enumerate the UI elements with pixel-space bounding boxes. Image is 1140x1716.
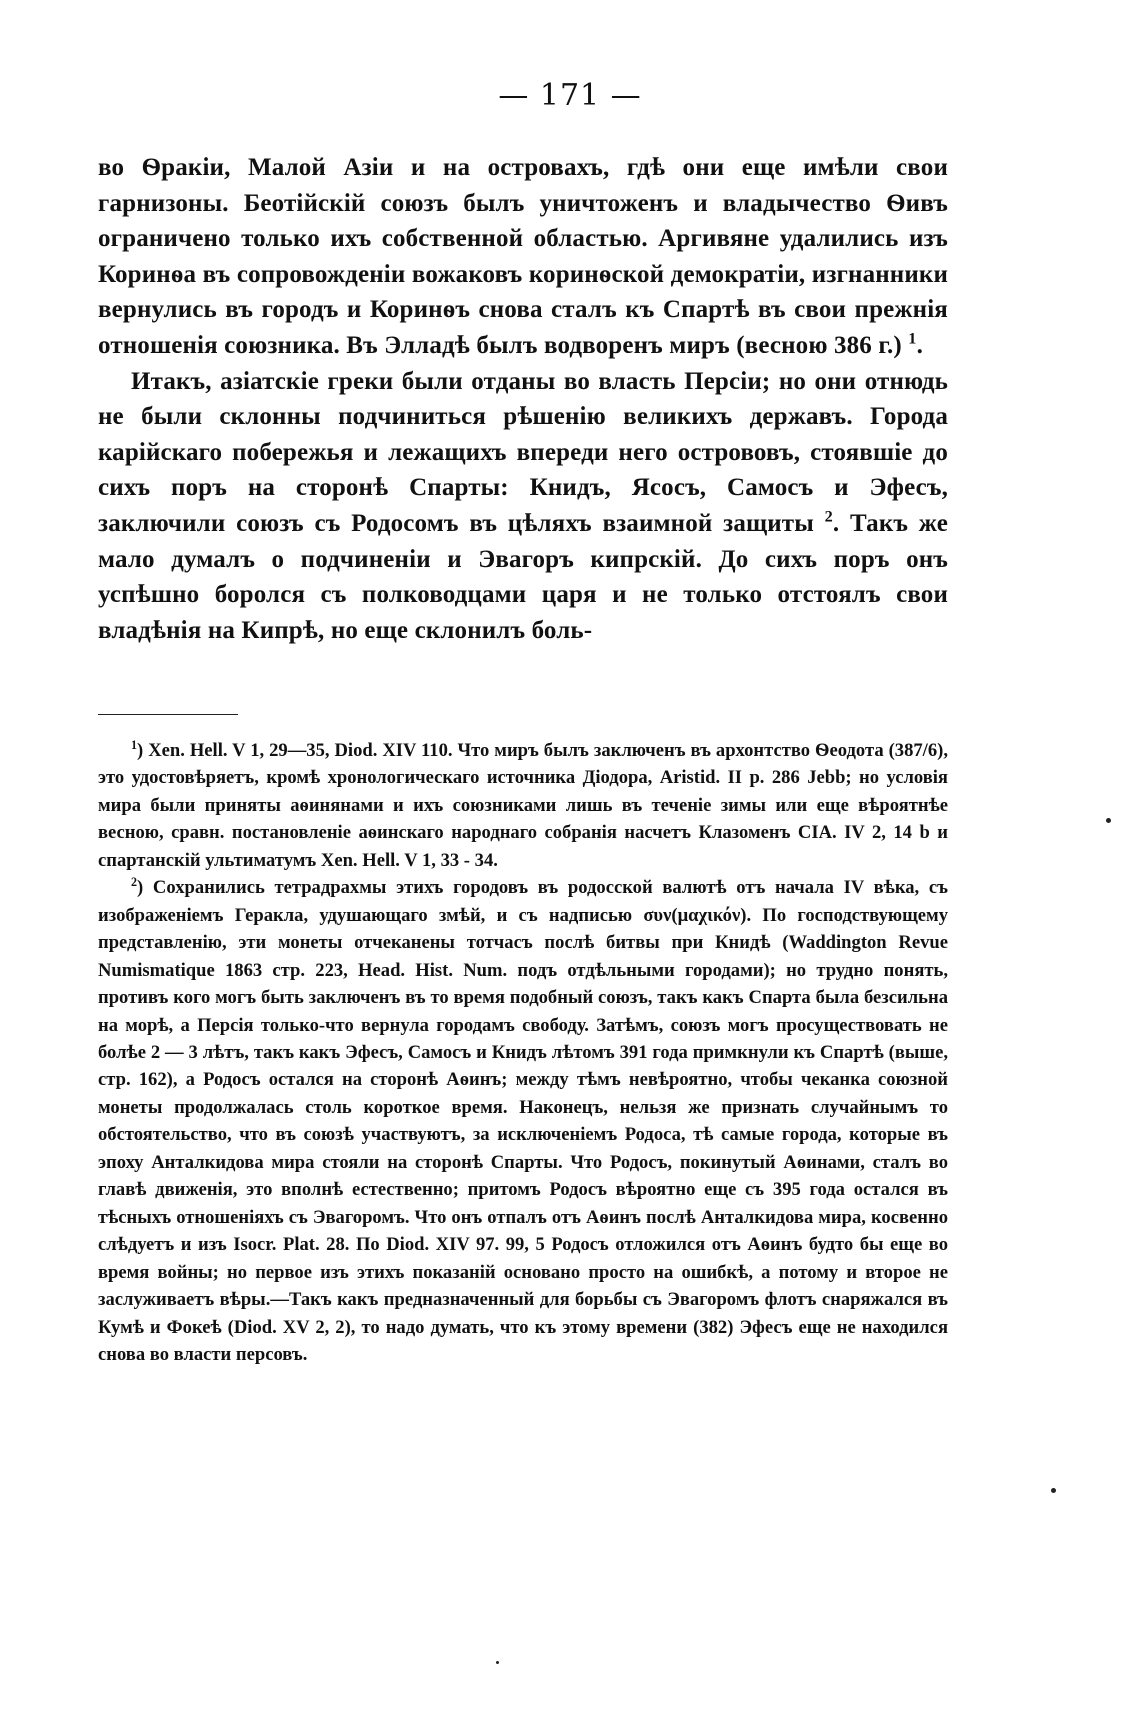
footnotes bbox=[98, 737, 948, 1368]
footnote-ref-1: 1 bbox=[908, 329, 917, 348]
scan-corner-mark bbox=[1132, 0, 1140, 26]
footnote-2: $^2$) Сохранились тетрадрахмы этихъ городовъ въ родосской валютѣ отъ начала IV вѣка, съ изображеніемъ Геракла, удушающаго змѣй, и съ надписью συν(μαχικόν). По господствующему представленію, эти монеты отчеканены тотчасъ послѣ битвы при Книдѣ (Waddington Revue Numismatique 1863 стр. 223, Head. Hist. Num. подъ отдѣльными городами); но трудно понять, противъ кого могъ быть заключенъ въ то время подобный союзъ, такъ какъ Спарта была безсильна на морѣ, а Персія только-что вернула городамъ свободу. Затѣмъ, союзъ могъ просуществовать не болѣе 2 — 3 лѣтъ, такъ какъ Эфесъ, Самосъ и Книдъ лѣтомъ 391 года примкнули къ Спартѣ (выше, стр. 162), а Родосъ остался на сторонѣ Аѳинъ; между тѣмъ невѣроятно, чтобы чеканка союзной монеты продолжалась столь короткое время. Наконецъ, нельзя же признать случайнымъ то обстоятельство, что въ союзѣ участвуютъ, за исключеніемъ Родоса, тѣ самые города, которые въ эпоху Анталкидова мира стояли на сторонѣ Спарты. Что Родосъ, покинутый Аѳинами, сталъ во главѣ движенія, это вполнѣ естественно; притомъ Родосъ вѣроятно еще съ 395 года остался въ тѣсныхъ отношеніяхъ съ Эвагоромъ. Что онъ отпалъ отъ Аѳинъ послѣ Анталкидова мира, косвенно слѣдуетъ и изъ Isocr. Plat. 28. По Diod. XIV 97. 99, 5 Родосъ отложился отъ Аѳинъ будто бы еще во время войны; но первое изъ этихъ показаній основано просто на ошибкѣ, а потому и второе не заслуживаетъ вѣры.—Такъ какъ предназначенный для борьбы съ Эвагоромъ флотъ снаряжался въ Кумѣ и Фокеѣ (Diod. XV 2, 2), то надо думать, что къ этому времени (382) Эфесъ еще не находился снова во власти персовъ. bbox=[98, 875, 948, 1365]
footnote-1: $^1$) Xen. Hell. V 1, 29—35, Diod. XIV 110. Что миръ былъ заключенъ въ архонтство Ѳеодота (387/6), это удостовѣряетъ, кромѣ хронологическаго источника Діодора, Aristid. II p. 286 Jebb; но условія мира были приняты аѳинянами и ихъ союзниками лишь въ теченіе зимы или еще вѣроятнѣе весною, сравн. постановленіе аѳинскаго народнаго собранія насчетъ Клазоменъ CIA. IV 2, 14 b и спартанскій ультиматумъ Xen. Hell. V 1, 33 - 34. bbox=[98, 737, 948, 871]
main-text bbox=[98, 150, 948, 648]
paragraph-1: во Ѳракіи, Малой Азіи и на островахъ, гдѣ они еще имѣли свои гарнизоны. Беотійскій союзъ былъ уничтоженъ и владычество Ѳивъ ограничено только ихъ собственной областью. Аргивяне удалились изъ Коринѳа въ сопровожденіи вожаковъ коринѳской демократіи, изгнанники вернулись въ городъ и Коринѳъ снова сталъ къ Спартѣ въ свои прежнія отношенія союзника. Въ Элладѣ былъ водворенъ миръ (весною 386 г.) $^1$. bbox=[98, 154, 948, 359]
footnote-marker-1: 1 bbox=[131, 737, 138, 752]
footnote-ref-2: 2 bbox=[824, 507, 833, 526]
paragraph-2: Итакъ, азіатскіе греки были отданы во власть Персіи; но они отнюдь не были склонны подчиниться рѣшенію великихъ державъ. Города карійскаго побережья и лежащихъ впереди него острововъ, стоявшіе до сихъ поръ на сторонѣ Спарты: Книдъ, Ясосъ, Самосъ и Эфесъ, заключили союзъ съ Родосомъ въ цѣляхъ взаимной защиты $^2$. Такъ же мало думалъ о подчиненіи и Эвагоръ кипрскій. До сихъ поръ онъ успѣшно боролся съ полководцами царя и не только отстоялъ свои владѣнія на Кипрѣ, но еще склонилъ боль- bbox=[98, 367, 948, 644]
footnote-separator bbox=[98, 714, 238, 715]
page-number: — 171 — bbox=[498, 78, 642, 113]
scan-speck bbox=[1051, 1488, 1056, 1493]
scan-speck bbox=[496, 1661, 499, 1664]
scan-speck bbox=[1106, 818, 1111, 823]
footnote-marker-2: 2 bbox=[131, 875, 138, 890]
